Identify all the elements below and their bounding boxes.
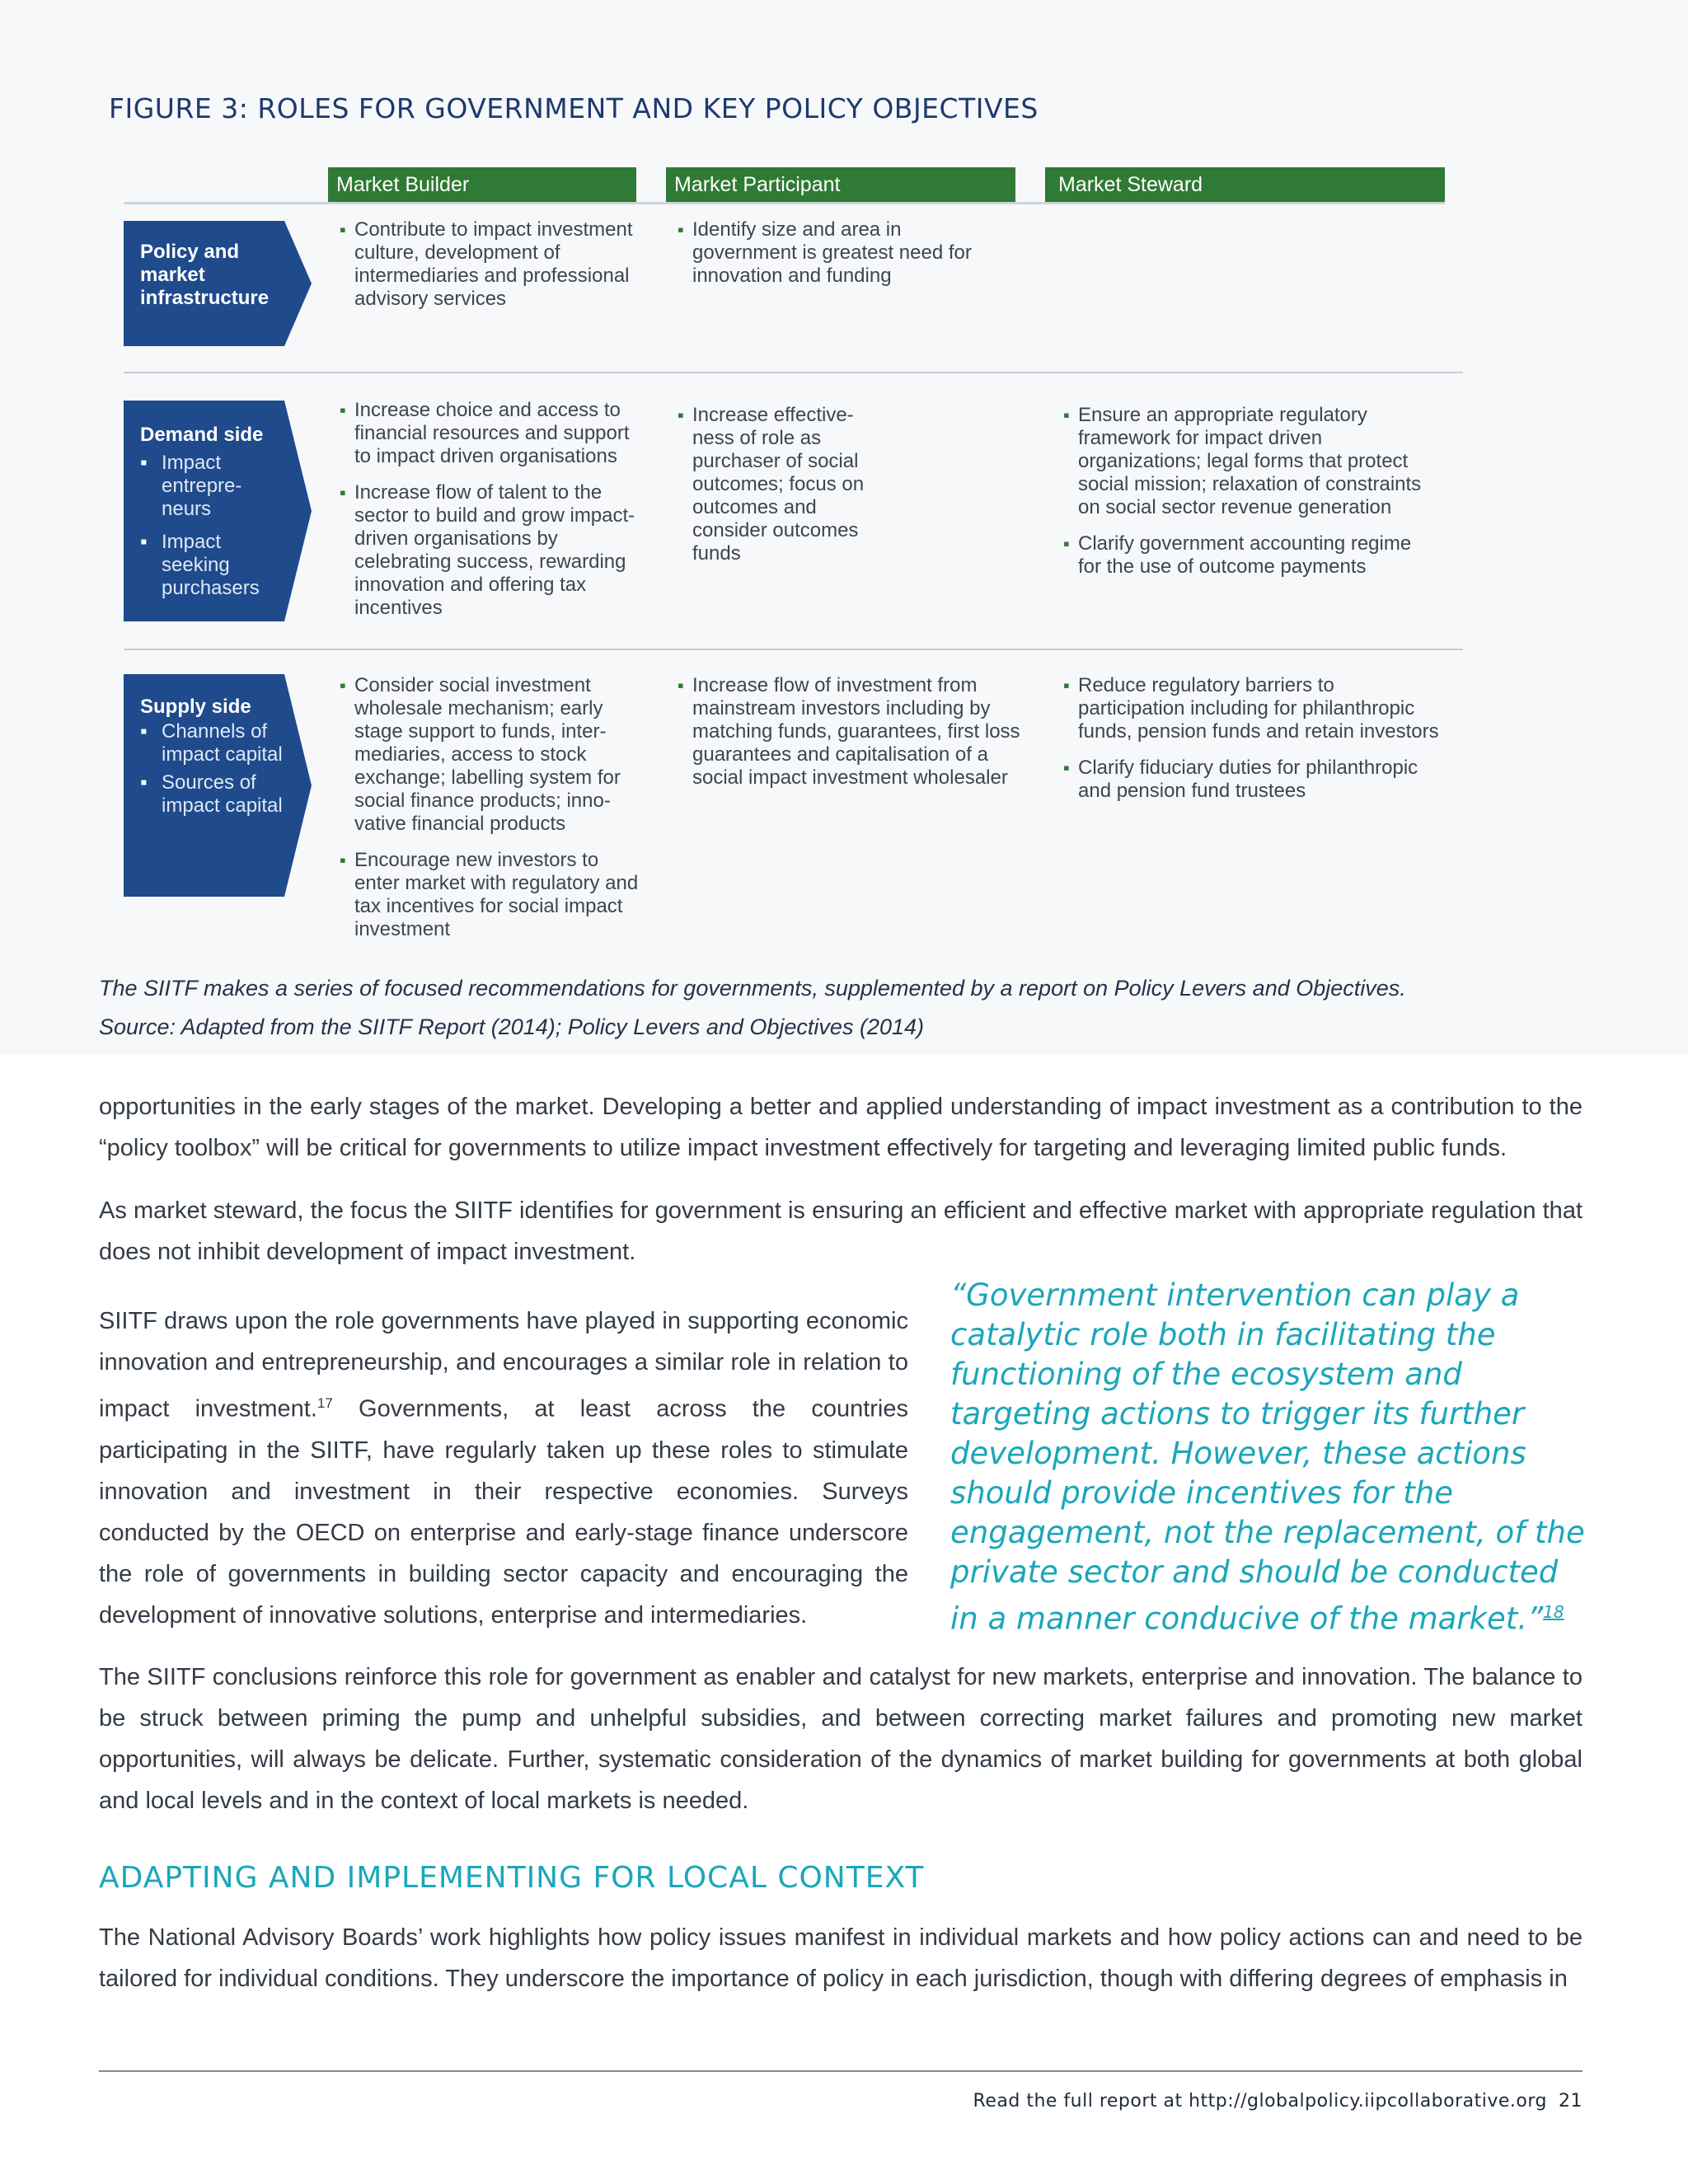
header-rule: [124, 202, 1445, 204]
paragraph-3-text-cont: Governments, at least across the countries participating in the SIITF, have regularly taken up these roles to stimulate innovation and investment in their respective economies. Surveys conducted by the OECD on enterprise and early-stage finance underscore the role of governments in building sector capacity and encouraging the development of innovative solutions, enterprise and intermediaries.: [99, 1395, 908, 1629]
row-sub-item: ▪ Impact entrepre-neurs: [140, 452, 260, 521]
cell-supply-market-steward: [1063, 674, 1442, 816]
cell-supply-market-participant: [678, 674, 1024, 803]
figure-title: FIGURE 3: ROLES FOR GOVERNMENT AND KEY POLICY OBJECTIVES: [109, 92, 1039, 124]
pull-quote: [950, 1276, 1585, 1638]
cell-demand-market-participant: [678, 404, 879, 579]
footer: [973, 2091, 1582, 2111]
row-label-supply-side: [124, 674, 313, 897]
paragraph-3-text: SIITF draws upon the role governments have played in supporting economic innovation and entrepreneurship, and encourages a similar role in relation to impact investment.: [99, 1308, 908, 1422]
column-header-market-builder: Market Builder: [328, 167, 636, 202]
cell-item: ▪ Contribute to impact investment culture, development of intermediaries and professional advisory services: [340, 218, 643, 311]
cell-item: ▪ Clarify government accounting regime for the use of outcome payments: [1063, 532, 1438, 579]
cell-demand-market-steward: [1063, 404, 1438, 592]
row-title: Demand side: [140, 424, 264, 446]
footnote-ref-17[interactable]: 17: [316, 1395, 333, 1411]
cell-item: ▪ Reduce regulatory barriers to participation including for philanthropic funds, pension funds and retain investors: [1063, 674, 1442, 743]
cell-item: ▪ Increase effective-ness of role as purchaser of social outcomes; focus on outcomes and consider outcomes funds: [678, 404, 879, 565]
cell-item: ▪ Identify size and area in government is greatest need for innovation and funding: [678, 218, 991, 288]
cell-item: ▪ Increase flow of investment from mainstream investors including by matching funds, guarantees, first loss guarantees and capitalisation of a social impact investment wholesaler: [678, 674, 1024, 790]
cell-supply-market-builder: [340, 674, 645, 954]
paragraph-4: The SIITF conclusions reinforce this role for government as enabler and catalyst for new markets, enterprise and innovation. The balance to be struck between priming the pump and unhelpful subsidies, and between correcting market failures and promoting new market opportunities, will always be delicate. Further, systematic consideration of the dynamics of market building for governments at both global and local levels and in the context of local markets is needed.: [99, 1664, 1582, 1814]
row-label-demand-side: [124, 401, 313, 621]
row-divider: [124, 372, 1463, 373]
row-title: Supply side: [140, 696, 251, 718]
row-sub-list: [140, 452, 288, 600]
cell-item: ▪ Ensure an appropriate regulatory framework for impact driven organizations; legal forms that protect social mission; relaxation of constraints on social sector revenue generation: [1063, 404, 1438, 519]
cell-item: ▪ Increase flow of talent to the sector to build and grow impact-driven organisations by celebrating success, rewarding innovation and offering tax incentives: [340, 481, 649, 620]
footer-rule: [99, 2070, 1582, 2072]
row-divider: [124, 649, 1463, 650]
paragraph-2: As market steward, the focus the SIITF identifies for government is ensuring an efficient and effective market with appropriate regulation that does not inhibit development of impact investment.: [99, 1197, 1582, 1265]
cell-item: ▪ Clarify fiduciary duties for philanthropic and pension fund trustees: [1063, 757, 1442, 803]
figure-caption: [99, 969, 1582, 1047]
paragraph-5: The National Advisory Boards’ work highlights how policy issues manifest in individual markets and how policy actions can and need to be tailored for individual conditions. They underscore the importance of policy in each jurisdiction, though with differing degrees of emphasis in: [99, 1924, 1582, 1992]
paragraph-3: [99, 1301, 908, 1636]
cell-policy-market-builder: [340, 218, 643, 324]
row-label-policy-infrastructure: [124, 221, 313, 346]
caption-source: Source: Adapted from the SIITF Report (2014); Policy Levers and Objectives (2014): [99, 1015, 924, 1039]
row-title: Policy and market infrastructure: [140, 241, 270, 309]
cell-item: ▪ Encourage new investors to enter market with regulatory and tax incentives for social impact investment: [340, 849, 645, 941]
column-header-market-participant: Market Participant: [666, 167, 1015, 202]
figure-panel: [0, 0, 1688, 1055]
footer-link[interactable]: Read the full report at http://globalpolicy.iipcollaborative.org: [973, 2091, 1547, 2111]
footnote-ref-18[interactable]: 18: [1543, 1602, 1564, 1622]
cell-item: ▪ Increase choice and access to financial resources and support to impact driven organisations: [340, 399, 649, 468]
cell-policy-market-participant: [678, 218, 991, 301]
row-sub-item: ▪ Sources of impact capital: [140, 771, 285, 818]
cell-item: ▪ Consider social investment wholesale mechanism; early stage support to funds, inter-mediaries, access to stock exchange; labelling system for social finance products; inno-vative financial products: [340, 674, 645, 836]
cell-demand-market-builder: [340, 399, 649, 633]
row-sub-list: [140, 720, 288, 818]
paragraph-1: opportunities in the early stages of the market. Developing a better and applied understanding of impact investment as a contribution to the “policy toolbox” will be critical for governments to utilize impact investment effectively for targeting and leveraging limited public funds.: [99, 1094, 1582, 1161]
pull-quote-text: “Government intervention can play a catalytic role both in facilitating the functioning of the ecosystem and targeting actions to trigger its further development. However, these actions should provide incentives for the engagement, not the replacement, of the private sector and should be conducted in a manner conducive of the market.”: [950, 1277, 1585, 1637]
page-number: 21: [1559, 2091, 1582, 2111]
caption-line: The SIITF makes a series of focused recommendations for governments, supplemented by a report on Policy Levers and Objectives.: [99, 976, 1406, 1001]
row-sub-item: ▪ Channels of impact capital: [140, 720, 285, 766]
column-header-market-steward: Market Steward: [1045, 167, 1445, 202]
row-sub-item: ▪ Impact seeking purchasers: [140, 531, 277, 600]
section-heading: ADAPTING AND IMPLEMENTING FOR LOCAL CONTEXT: [99, 1861, 925, 1895]
